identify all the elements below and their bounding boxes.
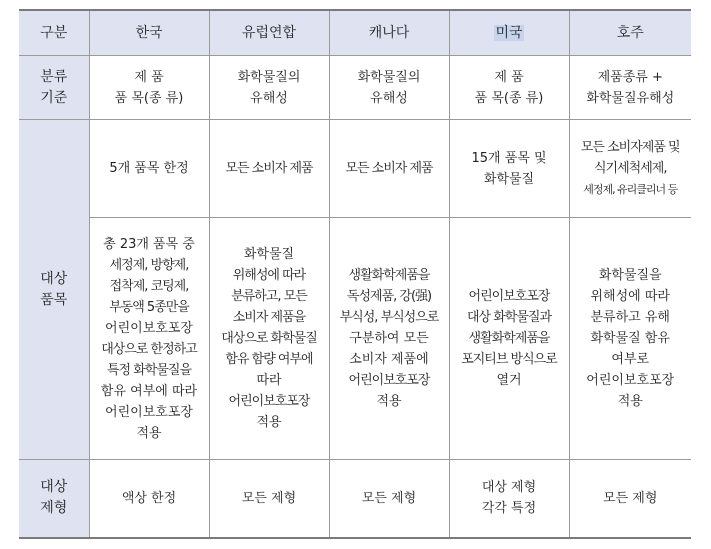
cell-line: 총 23개 품목 중 bbox=[103, 236, 195, 252]
row-target-products-detail bbox=[19, 218, 691, 460]
cell-line: 세정제, 유리클리너 등 bbox=[583, 183, 678, 196]
cell-classification-eu bbox=[209, 56, 329, 120]
cell-line: 모든 소비자 제품 bbox=[345, 161, 433, 176]
cell-line: 모든 소비자제품 및 bbox=[580, 140, 680, 155]
cell-line: 분류하고, 모든 bbox=[231, 289, 307, 304]
cell-line: 특정 화학물질을 bbox=[106, 362, 192, 378]
cell-line: 화학물질유해성 bbox=[586, 90, 675, 106]
header-row bbox=[19, 10, 691, 56]
cell-line: 어린이보호포장 bbox=[228, 394, 310, 409]
cell-line: 제 품 bbox=[134, 69, 164, 85]
cell-line: 적용 bbox=[256, 415, 282, 430]
cell-line: 15개 품목 및 bbox=[471, 150, 547, 166]
cell-line: 어린이보호포장 bbox=[105, 404, 193, 420]
cell-line: 어린이보호포장 bbox=[348, 373, 430, 388]
cell-line: 세정제, 방향제, bbox=[109, 257, 189, 273]
cell-line: 적용 bbox=[136, 425, 162, 441]
cell-line: 열거 bbox=[496, 373, 522, 388]
cell-line: 함유 여부에 따라 bbox=[100, 383, 198, 399]
cell-form-eu bbox=[209, 460, 329, 538]
country-header-eu: 유럽연합 bbox=[209, 10, 329, 56]
cell-line: 여부로 bbox=[611, 352, 650, 367]
row-label-line: 분류 bbox=[40, 68, 68, 85]
cell-line: 대상 화학물질과 bbox=[466, 310, 552, 325]
cell-line: 위해성에 따라 bbox=[232, 268, 306, 283]
cell-line: 어린이보호포장 bbox=[105, 320, 193, 336]
cell-form-usa bbox=[449, 460, 569, 538]
cell-line: 유해성 bbox=[370, 90, 408, 106]
cell-detail-australia bbox=[569, 218, 691, 460]
row-label-line: 제형 bbox=[40, 500, 68, 517]
cell-line: 모든 소비자 제품 bbox=[225, 161, 313, 176]
cell-line: 모든 제형 bbox=[241, 490, 297, 506]
cell-line: 따라 bbox=[256, 373, 282, 388]
cell-line: 화학물질 함유 bbox=[590, 331, 670, 346]
cell-line: 화학물질의 bbox=[237, 69, 301, 85]
cell-line: 화학물질을 bbox=[598, 268, 662, 283]
cell-detail-canada bbox=[329, 218, 449, 460]
row-target-products-scope bbox=[19, 120, 691, 218]
row-label-line: 대상 bbox=[40, 270, 68, 287]
cell-classification-australia bbox=[569, 56, 691, 120]
cell-line: 5개 품목 한정 bbox=[109, 161, 189, 176]
row-label-target-products bbox=[19, 120, 89, 460]
cell-classification-korea bbox=[89, 56, 209, 120]
cell-form-korea bbox=[89, 460, 209, 538]
cell-line: 적용 bbox=[376, 394, 402, 409]
cell-line: 식기세척세제, bbox=[594, 161, 667, 176]
cell-line: 생활화학제품을 bbox=[468, 331, 550, 346]
cell-form-canada bbox=[329, 460, 449, 538]
cell-line: 액상 한정 bbox=[121, 490, 177, 506]
cell-detail-korea bbox=[89, 218, 209, 460]
country-header-korea: 한국 bbox=[89, 10, 209, 56]
row-label-target-form bbox=[19, 460, 89, 538]
cell-classification-usa bbox=[449, 56, 569, 120]
cell-line: 분류하고 유해 bbox=[590, 310, 670, 325]
cell-line: 부식성, 부식성으로 bbox=[339, 310, 439, 325]
country-header-australia: 호주 bbox=[569, 10, 691, 56]
cell-line: 품 목(종 류) bbox=[114, 90, 184, 106]
cell-line: 품 목(종 류) bbox=[474, 90, 544, 106]
cell-detail-eu bbox=[209, 218, 329, 460]
highlighted-text: 미국 bbox=[495, 24, 523, 41]
cell-line: 어린이보호포장 bbox=[468, 289, 550, 304]
cell-line: 유해성 bbox=[250, 90, 288, 106]
cell-scope-australia bbox=[569, 120, 691, 218]
cell-detail-usa bbox=[449, 218, 569, 460]
cell-line: 접착제, 코팅제, bbox=[109, 278, 189, 294]
row-label-line: 대상 bbox=[40, 479, 68, 496]
cell-line: 소비자 제품을 bbox=[232, 310, 306, 325]
cell-line: 포지티브 방식으로 bbox=[461, 352, 557, 367]
comparison-table bbox=[19, 9, 691, 539]
row-classification bbox=[19, 56, 691, 120]
cell-line: 화학물질 bbox=[483, 171, 535, 187]
cell-line: 대상 제형 bbox=[481, 480, 537, 496]
country-header-usa bbox=[449, 10, 569, 56]
cell-line: 부동액 5종만을 bbox=[109, 299, 189, 315]
cell-line: 화학물질 bbox=[243, 247, 295, 262]
cell-scope-korea bbox=[89, 120, 209, 218]
cell-scope-canada bbox=[329, 120, 449, 218]
row-label-line: 기준 bbox=[40, 89, 68, 106]
cell-line: 모든 제형 bbox=[361, 490, 417, 506]
corner-header: 구분 bbox=[19, 10, 89, 56]
cell-line: 어린이보호포장 bbox=[586, 373, 675, 388]
cell-line: 독성제품, 강(强) bbox=[346, 289, 432, 304]
country-header-canada: 캐나다 bbox=[329, 10, 449, 56]
row-target-form bbox=[19, 460, 691, 538]
row-label-classification bbox=[19, 56, 89, 120]
row-label-line: 품목 bbox=[40, 291, 68, 308]
cell-line: 함유 함량 여부에 bbox=[225, 352, 313, 367]
cell-line: 위해성에 따라 bbox=[590, 289, 670, 304]
cell-form-australia bbox=[569, 460, 691, 538]
cell-scope-eu bbox=[209, 120, 329, 218]
cell-line: 생활화학제품을 bbox=[348, 268, 430, 283]
cell-line: 화학물질의 bbox=[357, 69, 421, 85]
cell-scope-usa bbox=[449, 120, 569, 218]
cell-line: 제품종류 + bbox=[597, 69, 663, 85]
cell-classification-canada bbox=[329, 56, 449, 120]
cell-line: 구분하여 모든 bbox=[349, 331, 429, 346]
cell-line: 적용 bbox=[617, 394, 643, 409]
cell-line: 각각 특정 bbox=[481, 501, 537, 517]
cell-line: 대상으로 한정하고 bbox=[101, 341, 197, 357]
cell-line: 대상으로 화학물질 bbox=[221, 331, 317, 346]
cell-line: 제 품 bbox=[494, 69, 524, 85]
cell-line: 소비자 제품에 bbox=[349, 352, 429, 367]
cell-line: 모든 제형 bbox=[603, 490, 658, 506]
